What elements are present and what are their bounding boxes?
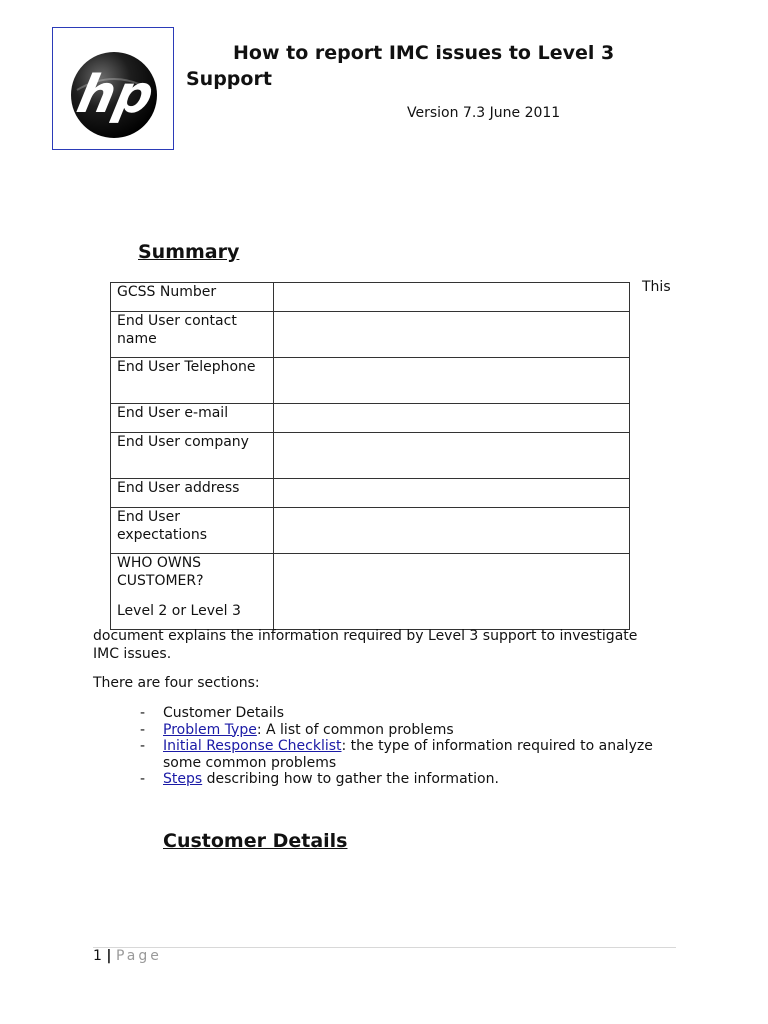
hp-logo-icon <box>69 50 159 140</box>
row-label: WHO OWNS CUSTOMER? <box>117 555 204 589</box>
version-text: Version 7.3 June 2011 <box>407 105 561 121</box>
footer-divider <box>93 947 676 948</box>
row-value[interactable] <box>274 358 630 404</box>
bullet-dash: - <box>140 738 146 754</box>
row-label: End User address <box>111 479 274 508</box>
row-label: End User company <box>111 433 274 479</box>
customer-details-heading: Customer Details <box>163 830 348 852</box>
row-label: End User contact name <box>111 312 274 358</box>
document-title-continued: Support <box>186 68 272 90</box>
initial-response-checklist-link[interactable]: Initial Response Checklist <box>163 738 342 754</box>
row-value[interactable] <box>274 283 630 312</box>
row-label: End User e-mail <box>111 404 274 433</box>
intro-paragraph: document explains the information required by Level 3 support to investigate IMC issues. <box>93 628 638 662</box>
list-item-text: : A list of common problems <box>256 721 454 738</box>
sections-intro: There are four sections: <box>93 675 260 691</box>
page-footer <box>93 948 162 964</box>
row-value[interactable] <box>274 479 630 508</box>
table-row <box>111 479 630 508</box>
row-label: End User Telephone <box>111 358 274 404</box>
page-separator: | <box>106 948 112 964</box>
bullet-dash: - <box>140 721 146 738</box>
row-value[interactable] <box>274 433 630 479</box>
row-sublabel: Level 2 or Level 3 <box>117 603 241 619</box>
list-item-text: : the type of information required to analyze some common problems <box>163 738 653 771</box>
row-value[interactable] <box>274 312 630 358</box>
table-row <box>111 554 630 630</box>
list-item-text: Customer Details <box>163 705 284 721</box>
row-label: GCSS Number <box>111 283 274 312</box>
summary-heading: Summary <box>138 241 240 263</box>
page-label: Page <box>115 948 162 964</box>
row-value[interactable] <box>274 404 630 433</box>
problem-type-link[interactable]: Problem Type <box>163 721 257 738</box>
steps-link[interactable]: Steps <box>163 771 203 787</box>
summary-table <box>110 282 630 630</box>
bullet-dash: - <box>140 705 146 721</box>
page-number: 1 <box>93 948 102 964</box>
table-row <box>111 508 630 554</box>
row-value[interactable] <box>274 554 630 630</box>
list-item-text: describing how to gather the information. <box>202 771 499 787</box>
row-label: End User expectations <box>111 508 274 554</box>
document-title: How to report IMC issues to Level 3 <box>233 42 615 64</box>
list-item <box>140 771 680 788</box>
table-row <box>111 404 630 433</box>
table-row <box>111 358 630 404</box>
list-item <box>140 722 680 739</box>
row-value[interactable] <box>274 508 630 554</box>
row-label-group <box>111 554 274 630</box>
sections-list <box>140 705 680 788</box>
list-item <box>140 738 680 771</box>
hp-logo-box <box>52 27 174 150</box>
table-row <box>111 433 630 479</box>
hp-logo-text: hp <box>71 64 159 125</box>
bullet-dash: - <box>140 771 146 787</box>
table-row <box>111 283 630 312</box>
table-row <box>111 312 630 358</box>
list-item <box>140 705 680 722</box>
side-text: This <box>642 279 671 295</box>
